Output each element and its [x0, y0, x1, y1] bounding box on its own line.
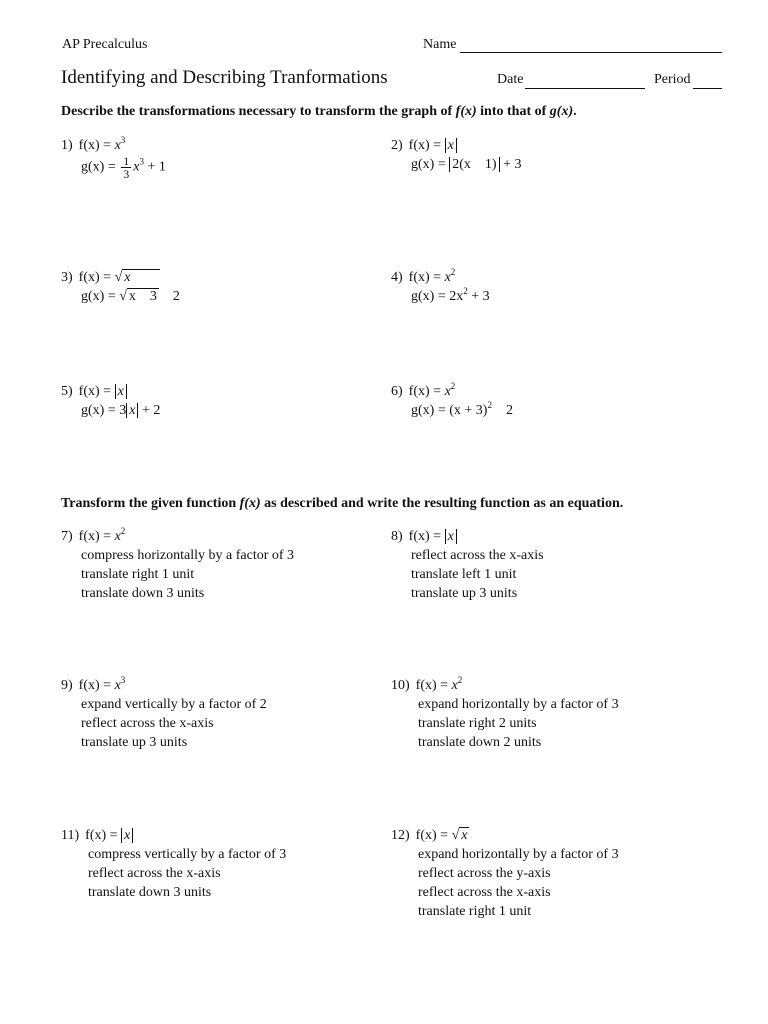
course-name: AP Precalculus [62, 37, 148, 52]
step: expand horizontally by a factor of 3 [418, 697, 619, 712]
step: translate down 3 units [81, 586, 205, 601]
problem-6: 6) $f(x) = x^2$ $g(x) = (x + 3)^2$ 2 [391, 381, 513, 418]
step: translate up 3 units [411, 586, 518, 601]
problem-8: 8) f(x) = x reflect across the x-axis translate left 1 unit translate up 3 units [391, 529, 544, 601]
problem-1: 1) $f(x) = x^3$ g(x) = $\frac{1}{3}$ $x^3 + 1$ [61, 135, 166, 181]
period-blank-line[interactable] [693, 88, 722, 89]
problem-5: 5) f(x) = x g(x) = 3 x + 2 [61, 384, 161, 418]
problem-12: 12) f(x) = √ x expand horizontally by a factor of 3 reflect across the y-axis reflect across the x-axis translate right 1 unit [391, 828, 619, 919]
step: translate up 3 units [81, 735, 188, 750]
page-title: Identifying and Describing Tranformations [61, 67, 388, 88]
problem-4: 4) $f(x) = x^2$ $g(x) = 2x^2 + 3$ [391, 267, 490, 304]
step: expand horizontally by a factor of 3 [418, 847, 619, 862]
step: translate down 3 units [88, 885, 212, 900]
step: reflect across the y-axis [418, 866, 551, 881]
sqrt-symbol: √ [114, 270, 123, 285]
date-label: Date [497, 72, 524, 87]
problem-7: 7) $f(x) = x^2$ compress horizontally by a factor of 3 translate right 1 unit translate down 3 units [61, 526, 295, 601]
name-label: Name [423, 37, 457, 52]
problem-10: 10) $f(x) = x^2$ expand horizontally by a factor of 3 translate right 2 units translate down 2 units [391, 675, 619, 750]
step: expand vertically by a factor of 2 [81, 697, 267, 712]
problem-9: 9) $f(x) = x^3$ expand vertically by a factor of 2 reflect across the x-axis translate up 3 units [61, 675, 267, 750]
step: translate left 1 unit [411, 567, 517, 582]
section1-instruction: Describe the transformations necessary to transform the graph of f(x) into that of g(x). [61, 104, 577, 119]
step: translate right 2 units [418, 716, 537, 731]
step: compress horizontally by a factor of 3 [81, 548, 295, 563]
step: translate right 1 unit [418, 904, 532, 919]
step: translate right 1 unit [81, 567, 195, 582]
step: translate down 2 units [418, 735, 542, 750]
step: reflect across the x-axis [411, 548, 544, 563]
section2-instruction: Transform the given function f(x) as described and write the resulting function as an equation. [61, 496, 624, 511]
date-blank-line[interactable] [525, 88, 645, 89]
sqrt-symbol: √ [451, 828, 460, 843]
sqrt-symbol: √ [119, 289, 127, 304]
step: compress vertically by a factor of 3 [88, 847, 287, 862]
period-label: Period [654, 72, 691, 87]
problem-2: 2) f(x) = x g(x) = 2(x 1) + 3 [391, 138, 522, 172]
step: reflect across the x-axis [88, 866, 221, 881]
name-blank-line[interactable] [460, 52, 722, 53]
fraction: $\frac{1}{3}$ [123, 154, 130, 181]
problem-3: 3) f(x) = √ x g(x) = √ x 3 2 [61, 270, 180, 304]
step: reflect across the x-axis [418, 885, 551, 900]
problem-11: 11) f(x) = x compress vertically by a factor of 3 reflect across the x-axis translate down 3 units [61, 828, 287, 900]
step: reflect across the x-axis [81, 716, 214, 731]
